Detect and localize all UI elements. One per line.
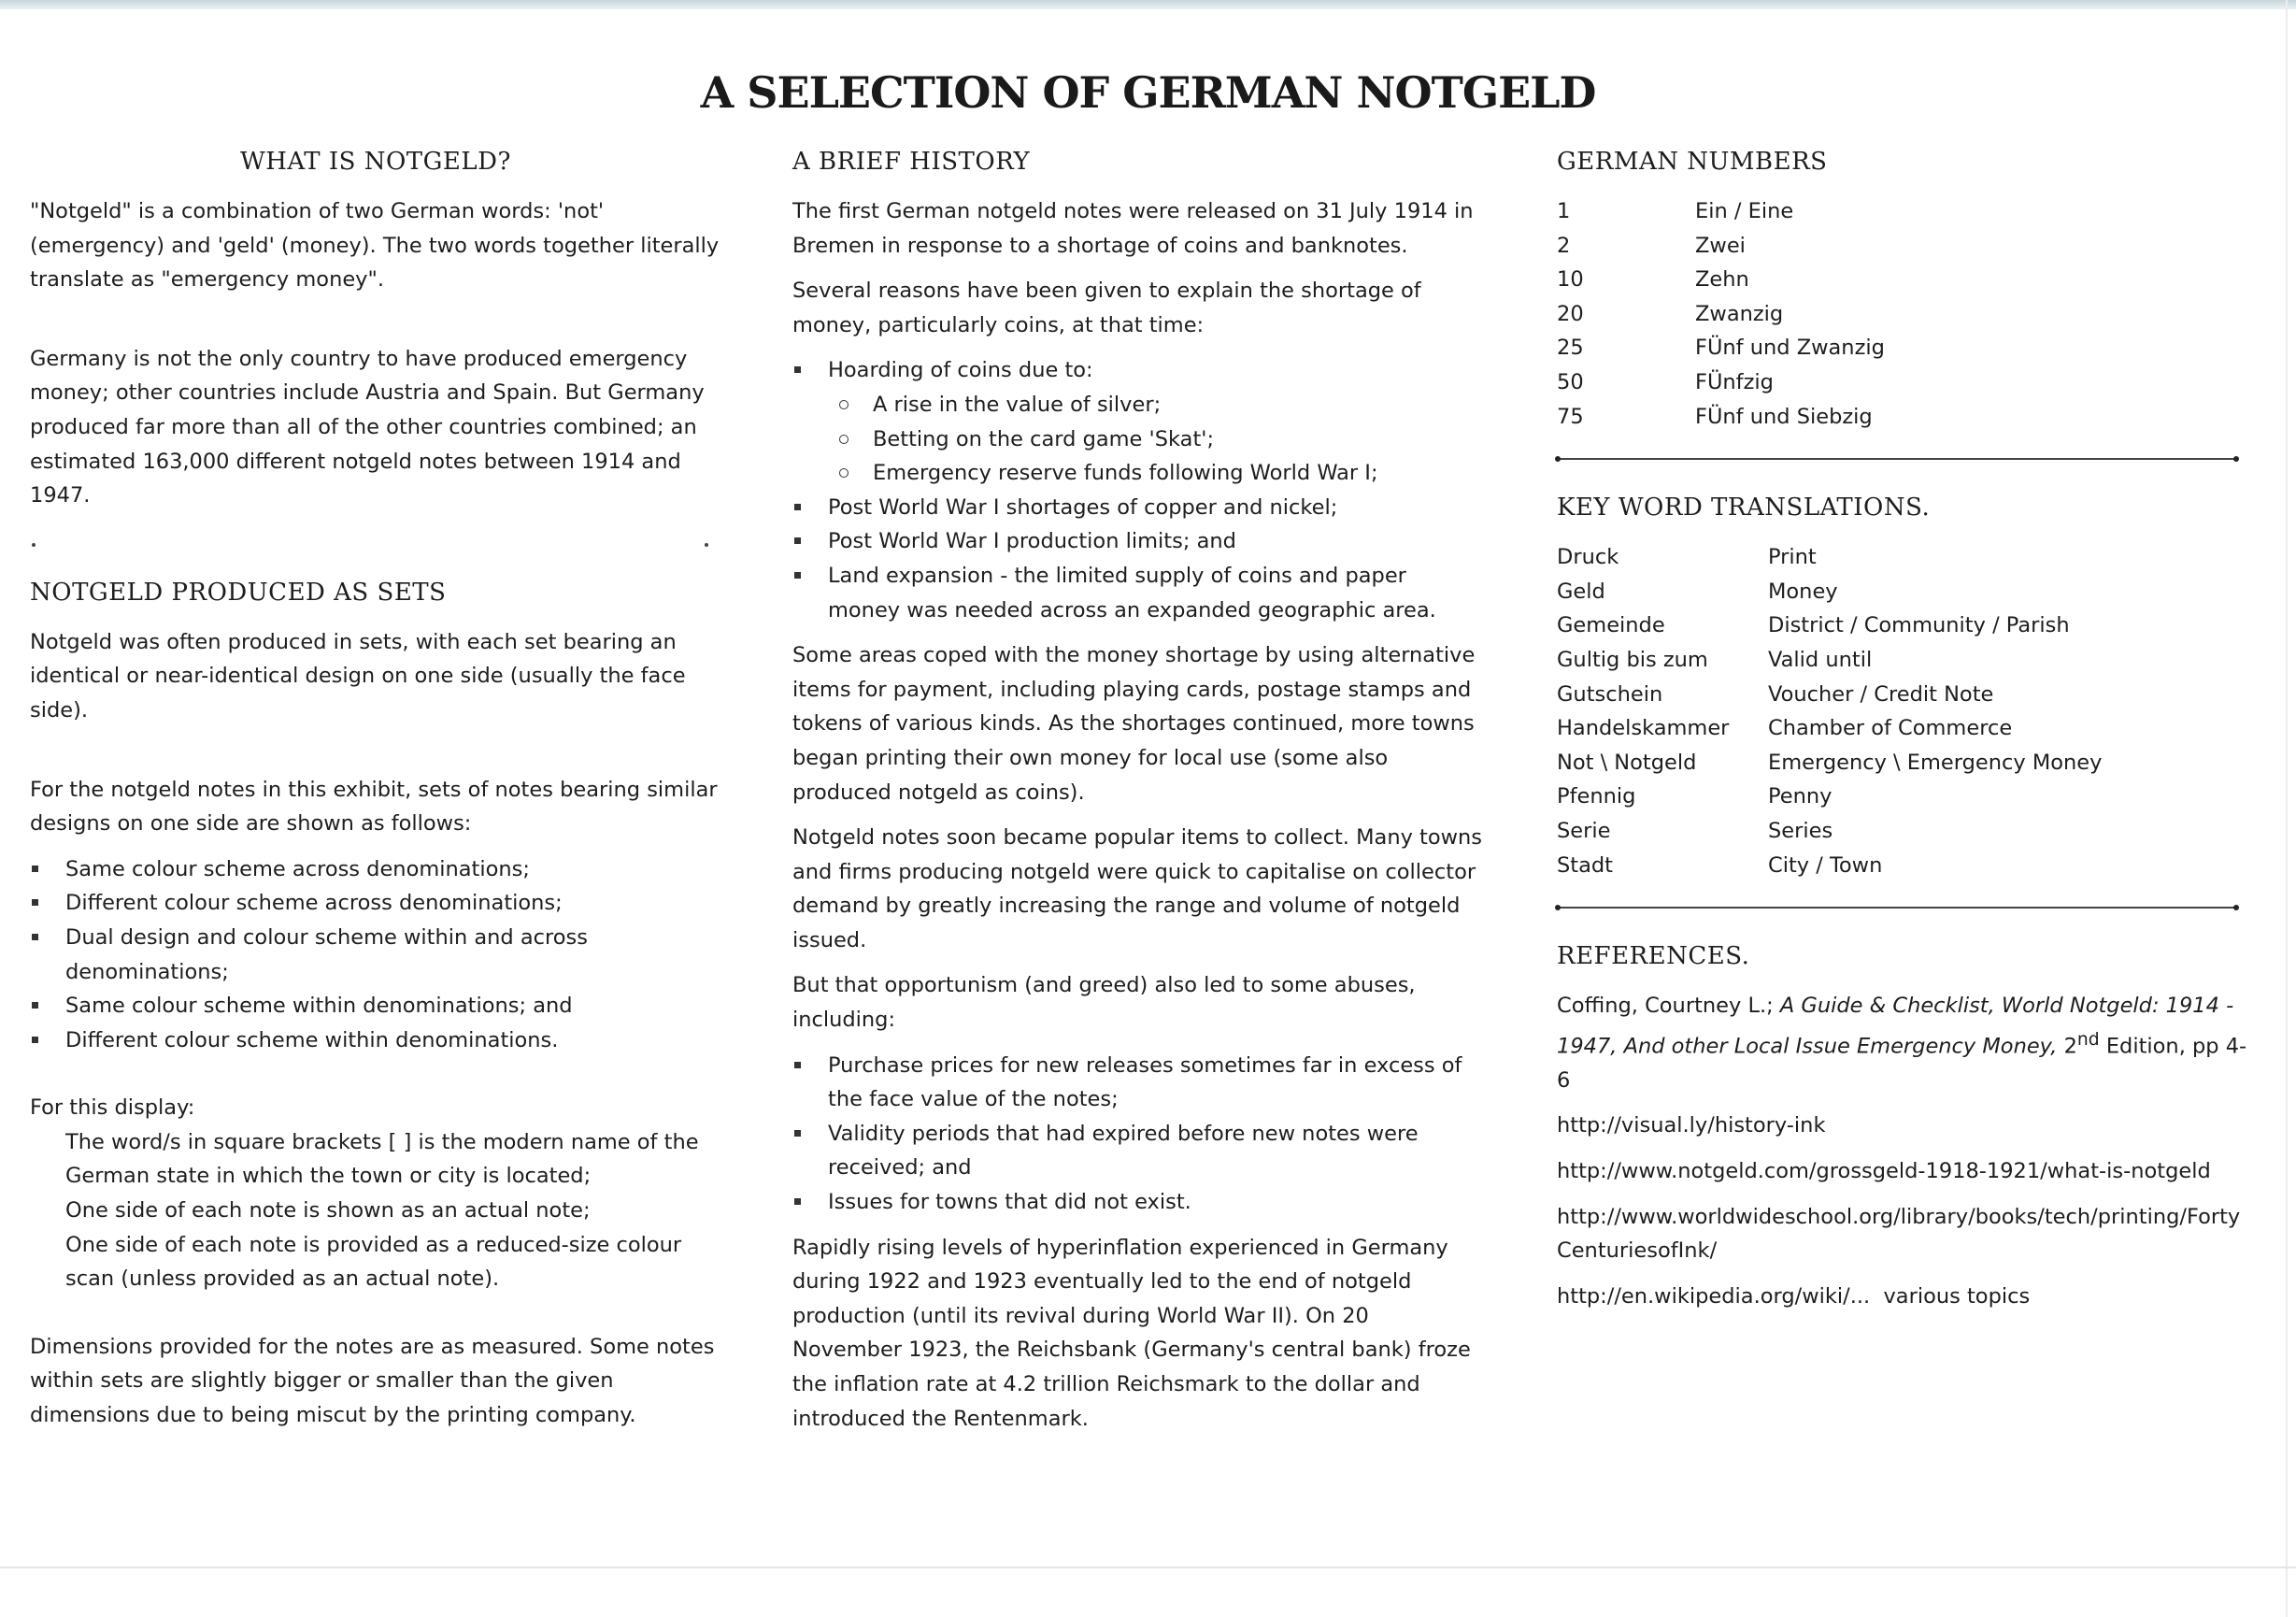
table-row [1557, 575, 2102, 609]
word-cell: Zwanzig [1695, 301, 1784, 326]
word-cell: Zehn [1695, 267, 1749, 293]
german-word-cell: Handelskammer [1557, 716, 1730, 741]
table-row [1557, 780, 2102, 814]
table-row [1557, 711, 2102, 746]
english-word-cell: Penny [1768, 784, 1833, 809]
list-item: Validity periods that had expired before new notes were received; and [792, 1117, 1484, 1185]
section-divider [1557, 458, 2237, 460]
history-paragraph-2: Several reasons have been given to explain the shortage of money, particularly coins, at that time: [792, 279, 1421, 337]
word-cell: FÜnf und Zwanzig [1695, 336, 1885, 361]
english-word-cell: Money [1768, 579, 1838, 604]
list-item: Different colour scheme within denominations. [30, 1023, 721, 1058]
number-cell: 25 [1557, 336, 1584, 361]
history-paragraph-1: The first German notgeld notes were released on 31 July 1914 in Bremen in response to a shortage of coins and banknotes. [792, 199, 1474, 258]
table-row [1557, 194, 1885, 229]
english-word-cell: Valid until [1768, 647, 1873, 672]
list-item: Post World War I shortages of copper and nickel; [792, 491, 1484, 525]
word-cell: Zwei [1695, 233, 1746, 258]
table-row [1557, 229, 1885, 264]
list-item: A rise in the value of silver; [792, 388, 1484, 422]
reference-link[interactable]: http://en.wikipedia.org/wiki/... [1557, 1283, 1871, 1309]
number-cell: 50 [1557, 369, 1584, 394]
history-paragraph-6: Rapidly rising levels of hyperinflation experienced in Germany during 1922 and 1923 eventually led to the end of notgeld production (until its revival during World War II). On 20 November 1923, the Reichsbank (Germany's central bank) froze the inflation rate at 4.2 trillion Reichsmark to the dollar and introduced the Rentenmark. [792, 1235, 1471, 1431]
table-row [1557, 540, 2102, 575]
english-word-cell: Voucher / Credit Note [1768, 681, 1994, 707]
table-row [1557, 608, 2102, 643]
list-item: Same colour scheme across denominations; [30, 852, 721, 887]
english-word-cell: District / Community / Parish [1768, 613, 2070, 638]
display-intro: For this display: [30, 1095, 195, 1121]
right-column [1557, 140, 2248, 1324]
german-word-cell: Gutschein [1557, 681, 1663, 707]
number-cell: 10 [1557, 267, 1584, 293]
english-word-cell: City / Town [1768, 852, 1883, 878]
keywords-heading: KEY WORD TRANSLATIONS. [1557, 494, 1931, 522]
display-line: The word/s in square brackets [ ] is the modern name of the German state in which the town or city is located; [65, 1129, 699, 1189]
scan-bottom-edge [0, 1567, 2296, 1568]
sets-paragraph-2: For the notgeld notes in this exhibit, sets of notes bearing similar designs on one side are shown as follows: [30, 777, 718, 837]
list-item: Same colour scheme within denominations; and [30, 989, 721, 1023]
reasons-list [792, 353, 1484, 388]
table-row [1557, 643, 2102, 678]
reference-link[interactable]: http://www.notgeld.com/grossgeld-1918-1921/what-is-notgeld [1557, 1158, 2211, 1183]
table-row [1557, 400, 1885, 435]
reference-book-title: A Guide & Checklist, World Notgeld: 1914 - 1947, And other Local Issue Emergency Money, [1557, 994, 2234, 1059]
table-row [1557, 331, 1885, 365]
number-cell: 75 [1557, 404, 1584, 429]
reference-edition-suffix: nd [2076, 1029, 2100, 1050]
reference-edition-rest: Edition, pp 4-6 [1557, 1034, 2247, 1093]
history-heading: A BRIEF HISTORY [792, 148, 1031, 176]
list-item: Post World War I production limits; and [792, 524, 1484, 559]
history-paragraph-5: But that opportunism (and greed) also led to some abuses, including: [792, 973, 1416, 1033]
spacer [30, 739, 721, 773]
number-cell: 2 [1557, 233, 1571, 258]
section-divider [1557, 907, 2237, 909]
german-word-cell: Gultig bis zum [1557, 647, 1708, 672]
spacer [30, 1068, 721, 1091]
list-item: Different colour scheme across denominations; [30, 886, 721, 921]
hoarding-sub-list [792, 388, 1484, 491]
number-cell: 20 [1557, 301, 1584, 326]
reference-note: various topics [1883, 1283, 2031, 1309]
german-word-cell: Serie [1557, 818, 1611, 843]
table-row [1557, 678, 2102, 712]
reference-wikipedia [1557, 1280, 2248, 1314]
sets-bullet-list [30, 852, 721, 1058]
spacer [30, 1296, 721, 1330]
list-item: Dual design and colour scheme within and across denominations; [30, 921, 721, 989]
list-item: Issues for towns that did not exist. [792, 1185, 1484, 1220]
table-row [1557, 849, 2102, 883]
middle-column [792, 140, 1484, 1447]
table-row [1557, 746, 2102, 780]
english-word-cell: Series [1768, 818, 1833, 843]
history-paragraph-4: Notgeld notes soon became popular items to collect. Many towns and firms producing notgeld were quick to capitalise on collector demand by greatly increasing the range and volume of notgeld issued. [792, 825, 1483, 952]
reference-edition-number: 2 [2063, 1034, 2077, 1059]
reference-coffing [1557, 989, 2248, 1097]
dimensions-paragraph: Dimensions provided for the notes are as measured. Some notes within sets are slightly bigger or smaller than the given dimensions due to being miscut by the printing company. [30, 1334, 715, 1428]
german-word-cell: Stadt [1557, 852, 1613, 878]
table-row [1557, 263, 1885, 297]
section-divider [30, 524, 721, 571]
english-word-cell: Print [1768, 545, 1817, 570]
list-item: Betting on the card game 'Skat'; [792, 422, 1484, 457]
what-is-paragraph-2: Germany is not the only country to have produced emergency money; other countries include Austria and Spain. But Germany produced far more than all of the other countries combined; an estimated 163,000 different notgeld notes between 1914 and 1947. [30, 346, 705, 508]
list-item: Land expansion - the limited supply of coins and paper money was needed across an expanded geographic area. [792, 559, 1484, 627]
spacer [30, 308, 721, 342]
list-item: Emergency reserve funds following World War I; [792, 456, 1484, 491]
sets-heading: NOTGELD PRODUCED AS SETS [30, 578, 447, 607]
word-cell: Ein / Eine [1695, 199, 1794, 223]
number-cell: 1 [1557, 199, 1571, 223]
reference-link[interactable]: http://visual.ly/history-ink [1557, 1113, 1826, 1138]
hoarding-label: Hoarding of coins due to: [828, 358, 1093, 383]
history-paragraph-3: Some areas coped with the money shortage by using alternative items for payment, including playing cards, postage stamps and tokens of various kinds. As the shortages continued, more towns began printing their own money for local use (some also produced notgeld as coins). [792, 643, 1476, 805]
page-title: A SELECTION OF GERMAN NOTGELD [700, 67, 1596, 118]
german-word-cell: Pfennig [1557, 784, 1636, 809]
what-is-paragraph-1: "Notgeld" is a combination of two German words: 'not' (emergency) and 'geld' (money). The two words together literally translate as "emergency money". [30, 199, 720, 293]
abuses-list [792, 1049, 1484, 1220]
table-row [1557, 365, 1885, 400]
numbers-table [1557, 194, 1885, 434]
list-item [792, 353, 1484, 388]
english-word-cell: Emergency \ Emergency Money [1768, 750, 2103, 775]
keywords-table [1557, 540, 2102, 882]
german-word-cell: Geld [1557, 579, 1605, 604]
scan-right-edge [2286, 0, 2288, 1617]
reference-author: Coffing, Courtney L.; [1557, 994, 1774, 1019]
reference-link[interactable]: http://www.worldwideschool.org/library/books/tech/printing/FortyCenturiesofInk/ [1557, 1204, 2241, 1264]
german-word-cell: Gemeinde [1557, 613, 1665, 638]
german-word-cell: Druck [1557, 545, 1619, 570]
reasons-list-continued [792, 491, 1484, 627]
english-word-cell: Chamber of Commerce [1768, 716, 2013, 741]
table-row [1557, 297, 1885, 332]
left-column [30, 140, 721, 1444]
scan-top-edge [0, 0, 2296, 9]
list-item: Purchase prices for new releases sometimes far in excess of the face value of the notes; [792, 1049, 1484, 1117]
what-is-heading: WHAT IS NOTGELD? [240, 148, 511, 176]
table-row [1557, 814, 2102, 849]
german-word-cell: Not \ Notgeld [1557, 750, 1697, 775]
word-cell: FÜnf und Siebzig [1695, 404, 1873, 429]
sets-paragraph-1: Notgeld was often produced in sets, with each set bearing an identical or near-identical design on one side (usually the face side). [30, 629, 686, 723]
display-line: One side of each note is shown as an actual note; [65, 1198, 591, 1223]
display-line: One side of each note is provided as a reduced-size colour scan (unless provided as an actual note). [65, 1232, 682, 1292]
numbers-heading: GERMAN NUMBERS [1557, 148, 1828, 176]
references-heading: REFERENCES. [1557, 942, 1750, 971]
word-cell: FÜnfzig [1695, 369, 1774, 394]
